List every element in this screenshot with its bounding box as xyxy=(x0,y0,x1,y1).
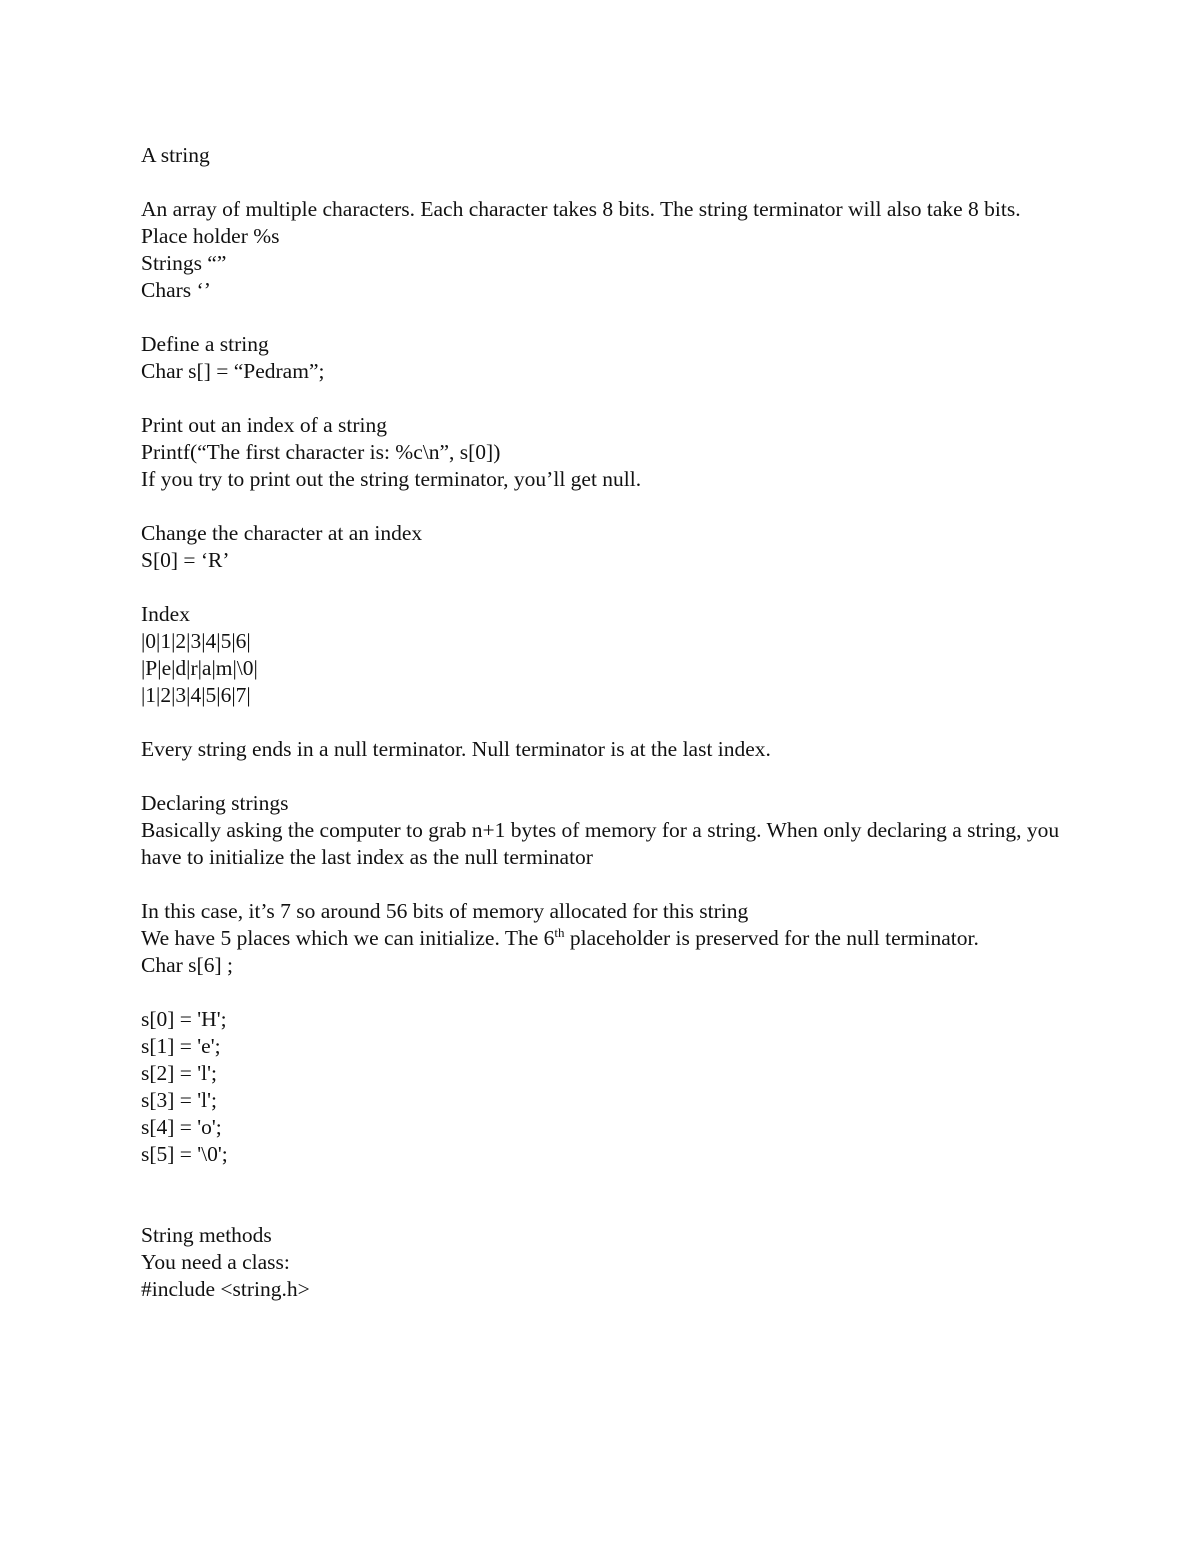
blank-line xyxy=(141,979,1071,1006)
strings-quotes-line: Strings “” xyxy=(141,251,227,275)
index-row-one-based: |1|2|3|4|5|6|7| xyxy=(141,683,251,707)
blank-line xyxy=(141,1195,1071,1222)
blank-line xyxy=(141,574,1071,601)
assignment-line: s[0] = 'H'; xyxy=(141,1007,227,1031)
placeholder-count-line xyxy=(141,925,1071,952)
blank-line xyxy=(141,1168,1071,1195)
memory-case-line: In this case, it’s 7 so around 56 bits of memory allocated for this string xyxy=(141,899,749,923)
class-requirement: You need a class: xyxy=(141,1250,290,1274)
heading-declaring-strings: Declaring strings xyxy=(141,791,289,815)
assignment-line: s[4] = 'o'; xyxy=(141,1115,222,1139)
ordinal-suffix: th xyxy=(554,925,565,940)
blank-line xyxy=(141,385,1071,412)
assignment-line: s[5] = '\0'; xyxy=(141,1142,228,1166)
declare-code: Char s[6] ; xyxy=(141,953,233,977)
printf-code: Printf(“The first character is: %c\n”, s[0]) xyxy=(141,440,501,464)
chars-quotes-line: Chars ‘’ xyxy=(141,278,211,302)
blank-line xyxy=(141,493,1071,520)
blank-line xyxy=(141,871,1071,898)
heading-define-string: Define a string xyxy=(141,332,269,356)
document-page xyxy=(141,142,1071,1303)
define-code: Char s[] = “Pedram”; xyxy=(141,359,325,383)
null-terminator-note: Every string ends in a null terminator. Null terminator is at the last index. xyxy=(141,737,771,761)
declaring-explanation: Basically asking the computer to grab n+1 bytes of memory for a string. When only declaring a string, you have to initialize the last index as the null terminator xyxy=(141,818,1060,869)
heading-a-string: A string xyxy=(141,143,210,167)
index-row-zero-based: |0|1|2|3|4|5|6| xyxy=(141,629,251,653)
blank-line xyxy=(141,169,1071,196)
include-directive: #include <string.h> xyxy=(141,1277,310,1301)
heading-print-index: Print out an index of a string xyxy=(141,413,388,437)
assignment-line: s[3] = 'l'; xyxy=(141,1088,218,1112)
string-definition: An array of multiple characters. Each character takes 8 bits. The string terminator will also take 8 bits. xyxy=(141,197,1021,221)
blank-line xyxy=(141,763,1071,790)
placeholder-count-text: We have 5 places which we can initialize. The 6 xyxy=(141,926,555,950)
heading-change-character: Change the character at an index xyxy=(141,521,423,545)
index-row-characters: |P|e|d|r|a|m|\0| xyxy=(141,656,258,680)
assignment-line: s[2] = 'l'; xyxy=(141,1061,218,1085)
assignment-line: s[1] = 'e'; xyxy=(141,1034,221,1058)
change-code: S[0] = ‘R’ xyxy=(141,548,230,572)
blank-line xyxy=(141,304,1071,331)
heading-string-methods: String methods xyxy=(141,1223,272,1247)
blank-line xyxy=(141,709,1071,736)
heading-index: Index xyxy=(141,602,190,626)
placeholder-count-rest: placeholder is preserved for the null terminator. xyxy=(564,926,979,950)
print-terminator-note: If you try to print out the string terminator, you’ll get null. xyxy=(141,467,642,491)
placeholder-line: Place holder %s xyxy=(141,224,280,248)
